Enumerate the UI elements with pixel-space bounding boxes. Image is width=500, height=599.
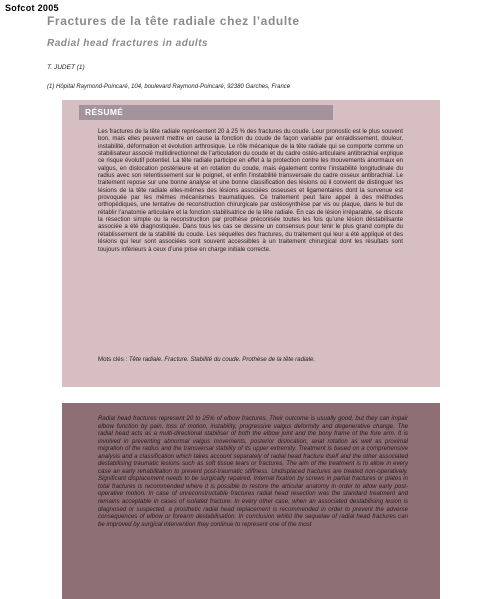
article-title: Fractures de la tête radiale chez l’adulte <box>47 14 300 28</box>
resume-body: Les fractures de la tête radiale représentent 20 à 25 % des fractures du coude. Leur pronostic est le plus souvent bon, mais elles peuvent mettre en cause la fonction du coude de façon variable par enraidissement, douleur, instabilité, déformation et évolution arthrosique. Le rôle mécanique de la tête radiale qui se comporte comme un stabilisateur associé multidirectionnel de l’articulation du coude et du cadre ostéo-articulaire antibrachial explique ce risque évolutif potentiel. La tête radiale participe en effet à la protection contre les mouvements anormaux en valgus, en dislocation postérieure et en rotation du coude, mais également contre l’instabilité longitudinale du radius avec son retentissement sur le poignet, et enfin l’instabilité transversale du cadre osseux antibrachial. Le traitement repose sur une bonne analyse et une bonne classification des lésions où il convient de distinguer les lésions de la tête radiale elles-mêmes des lésions associées osseuses et ligamentaires dont la survenue est provoquée par les mêmes mécanismes traumatiques. Ce traitement peut faire appel à des méthodes orthopédiques, une tentative de reconstruction chirurgicale par ostéosynthèse par vis ou plaque, dans le but de rétablir l’anatomie articulaire et la fonction stabilisatrice de la tête radiale. En cas de lésion irréparable, se discute la résection simple ou la reconstruction par prothèse préconisée toutes les fois qu’une lésion déstabilisante associée a été diagnostiquée. Dans tous les cas se dessine un consensus pour tenir le plus grand compte du rétablissement de la stabilité du coude. Les séquelles des fractures, du traitement qui leur a été appliqué et des lésions qui leur sont associées sont souvent accessibles à un traitement chirurgical dont les résultats sont toujours inférieurs à ceux d’une prise en charge initiale correcte. <box>98 128 403 253</box>
article-subtitle: Radial head fractures in adults <box>47 38 209 49</box>
keywords-values: Tête radiale. Fracture. Stabilité du coude. Prothèse de la tête radiale. <box>128 356 316 363</box>
abstract-body: Radial head fractures represent 20 to 25% of elbow fractures. Their outcome is usually good, but they can impair elbow function by pain, loss of motion, instability, progressive valgus deformity and degenerative change. The radial head acts as a multi-directional stabiliser of both the elbow joint and the bony frame of the fore arm. It is involved in preventing abnormal valgus movements, posterior dislocation, axial rotation as well as proximal migration of the radius and the transversal stability of its upper extremity. Treatment is based on a comprehensive analysis and a classification which takes account separately of radial head fracture itself and the other associated destabilising traumatic lesions such as soft tissue tears or fractures. The aim of the treatment is to allow in every case an early rehabilitation to prevent post-traumatic stiffness. Undisplaced fractures are treated non-operatively. Significant displacement needs to be surgically repaired. Internal fixation by screws in partial fractures or plates in total fractures is recommended where it is possible to restore the articular anatomy in order to allow early post-operative motion. In case of unreconstructable fractures radial head resection was the standard treatment and remains acceptable in cases of isolated fracture. In every other case, when an associated destabilising lesion is diagnosed or suspected, a prosthetic radial head replacement is recommended in order to prevent the adverse consequences of elbow or forearm destabilisation. In conclusion whilst the sequelae of radial head fractures can be improved by surgical intervention they continue to represent one of the most <box>98 415 408 528</box>
resume-section <box>62 100 440 387</box>
keywords-label: Mots clés : <box>98 356 128 363</box>
resume-heading: RÉSUMÉ <box>79 105 333 120</box>
article-affiliation: (1) Hôpital Raymond-Poincaré, 104, boulevard Raymond-Poincaré, 92380 Garches, France <box>47 84 291 90</box>
article-author: T. JUDET (1) <box>47 64 85 71</box>
keywords-line <box>98 356 403 363</box>
abstract-section <box>62 403 440 599</box>
header-tag: Sofcot 2005 <box>5 3 59 13</box>
